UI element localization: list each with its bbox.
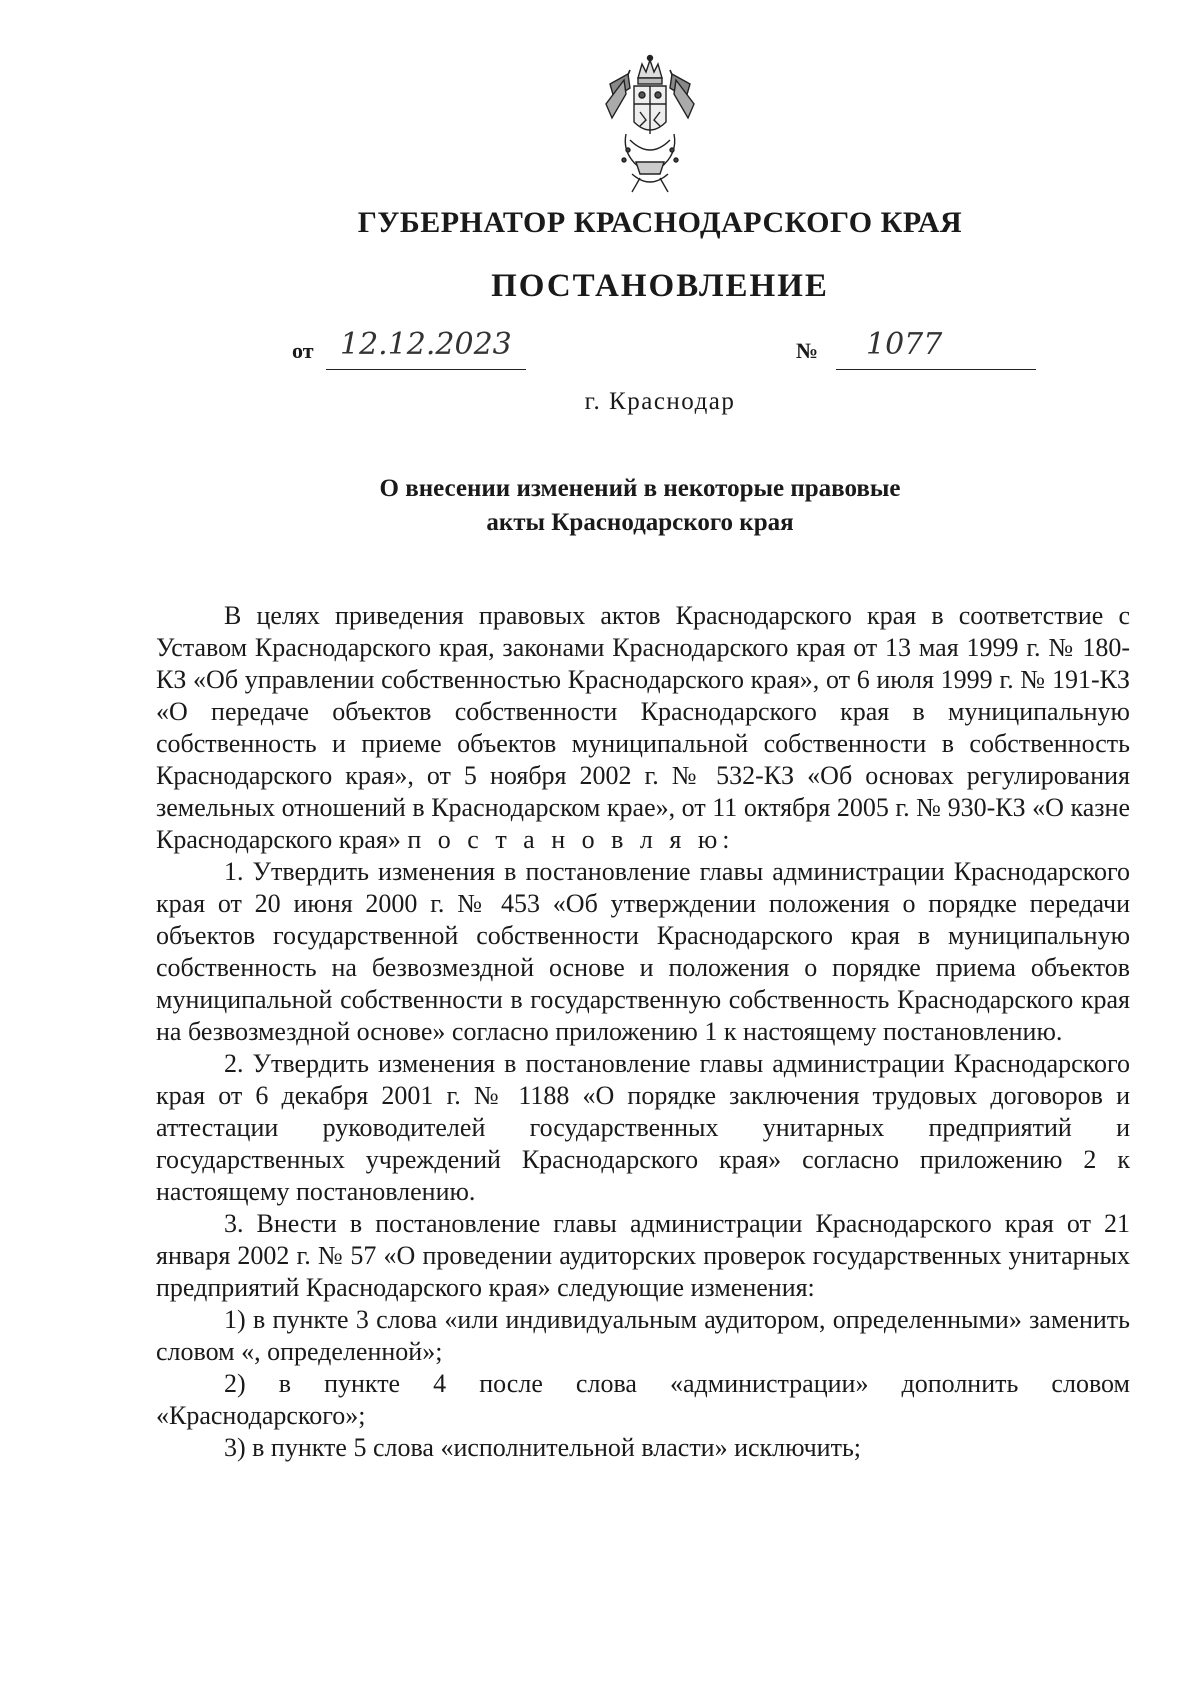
issuing-authority: ГУБЕРНАТОР КРАСНОДАРСКОГО КРАЯ — [357, 206, 963, 239]
city: г. Краснодар — [584, 388, 736, 415]
subject-line-1: О внесении изменений в некоторые правовые — [379, 475, 901, 502]
item-1: 1. Утвердить изменения в постановление главы администрации Краснодарского края от 20 июня 2000 г. № 453 «Об утверждении положения о порядке передачи объектов государственной собственности Краснодарского края в муниципальную собственность на безвозмездной основе и положения о порядке приема объектов муниципальной собственности в государственную собственность Краснодарского края на безвозмездной основе» согласно приложению 1 к настоящему постановлению. — [156, 857, 1130, 1046]
coat-of-arms-icon — [600, 50, 700, 200]
decree-word: п о с т а н о в л я ю: — [407, 825, 735, 854]
document-type-title: ПОСТАНОВЛЕНИЕ — [491, 268, 829, 304]
subject-line-2: акты Краснодарского края — [486, 509, 794, 536]
preamble-paragraph — [156, 600, 1130, 856]
number-handwritten: 1077 — [836, 326, 1036, 370]
preamble-text: В целях приведения правовых актов Краснодарского края в соответствие с Уставом Краснодарского края, законами Краснодарского края от 13 мая 1999 г. № 180-КЗ «Об управлении собственностью Краснодарского края», от 6 июля 1999 г. № 191-КЗ «О передаче объектов собственности Краснодарского края в муниципальную собственность и приеме объектов муниципальной собственности в собственность Краснодарского края», от 5 ноября 2002 г. № 532-КЗ «Об основах регулирования земельных отношений в Краснодарском крае», от 11 октября 2005 г. № 930-КЗ «О казне Краснодарского края» — [156, 601, 1130, 854]
document-subject — [40, 472, 1200, 540]
sub-item-1: 1) в пункте 3 слова «или индивидуальным аудитором, определенными» заменить словом «, определенной»; — [156, 1305, 1130, 1366]
number-prefix: № — [796, 338, 819, 363]
date-prefix: от — [292, 338, 314, 363]
document-body — [156, 600, 1130, 1464]
date-handwritten: 12.12.2023 — [326, 326, 526, 370]
item-3: 3. Внести в постановление главы администрации Краснодарского края от 21 января 2002 г. № 57 «О проведении аудиторских проверок государственных унитарных предприятий Краснодарского края» следующие изменения: — [156, 1209, 1130, 1302]
sub-item-3: 3) в пункте 5 слова «исполнительной власти» исключить; — [224, 1433, 862, 1462]
sub-item-2: 2) в пункте 4 после слова «администрации» дополнить словом «Краснодарского»; — [156, 1369, 1130, 1430]
item-2: 2. Утвердить изменения в постановление главы администрации Краснодарского края от 6 декабря 2001 г. № 1188 «О порядке заключения трудовых договоров и аттестации руководителей государственных унитарных предприятий и государственных учреждений Краснодарского края» согласно приложению 2 к настоящему постановлению. — [156, 1049, 1130, 1206]
